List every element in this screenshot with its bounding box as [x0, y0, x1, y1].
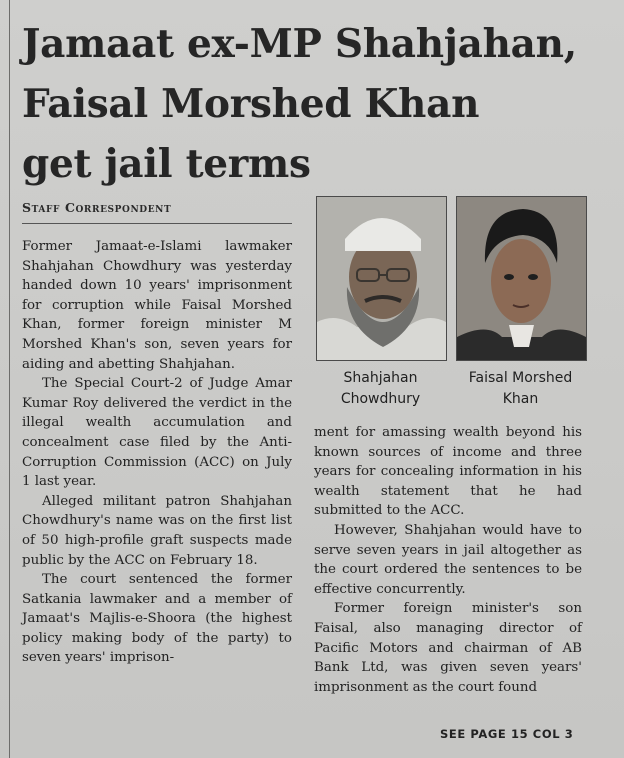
article-column-right — [314, 423, 582, 697]
paragraph: The court sentenced the former Satkania lawmaker and a member of Jamaat's Majlis-e-Shoora (the highest policy making body of the party) to seven years' imprison- — [22, 572, 292, 666]
paragraph: Former foreign minister's son Faisal, also managing director of Pacific Motors and chairman of AB Bank Ltd, was given seven years' imprisonment as the court found — [314, 601, 582, 695]
portrait-photo — [317, 197, 446, 360]
paragraph: The Special Court-2 of Judge Amar Kumar Roy delivered the verdict in the illegal wealth accumulation and concealment case filed by the Anti-Corruption Commission (ACC) on July 1 last year. — [22, 376, 292, 490]
column-rule — [9, 0, 10, 758]
paragraph: ment for amassing wealth beyond his known sources of income and three years for concealing information in his wealth statement that he had submitted to the ACC. — [314, 425, 582, 519]
photo-caption-shahjahan: Shahjahan Chowdhury — [340, 370, 421, 407]
portrait-photo — [457, 197, 586, 360]
byline: Staff Correspondent — [22, 200, 292, 224]
photo-caption-faisal: Faisal Morshed Khan — [468, 370, 573, 407]
paragraph: However, Shahjahan would have to serve seven years in jail altogether as the court ordered the sentences to be effective concurrently. — [314, 522, 582, 597]
paragraph: Former Jamaat-e-Islami lawmaker Shahjahan Chowdhury was yesterday handed down 10 years' imprisonment for corruption while Faisal Morshed Khan, former foreign minister M Morshed Khan's son, seven years for aiding and abetting Shahjahan. — [22, 239, 292, 372]
headline — [22, 14, 617, 194]
headline-line-2: Faisal Morshed Khan — [22, 81, 480, 127]
photo-shahjahan-chowdhury — [316, 196, 447, 361]
paragraph: Alleged militant patron Shahjahan Chowdhury's name was on the first list of 50 high-profile graft suspects made public by the ACC on February 18. — [22, 493, 292, 568]
photo-faisal-morshed-khan — [456, 196, 587, 361]
continuation-note: SEE PAGE 15 COL 3 — [440, 727, 574, 741]
headline-line-1: Jamaat ex-MP Shahjahan, — [22, 21, 577, 67]
headline-line-3: get jail terms — [22, 141, 311, 187]
article-column-left — [22, 237, 292, 668]
